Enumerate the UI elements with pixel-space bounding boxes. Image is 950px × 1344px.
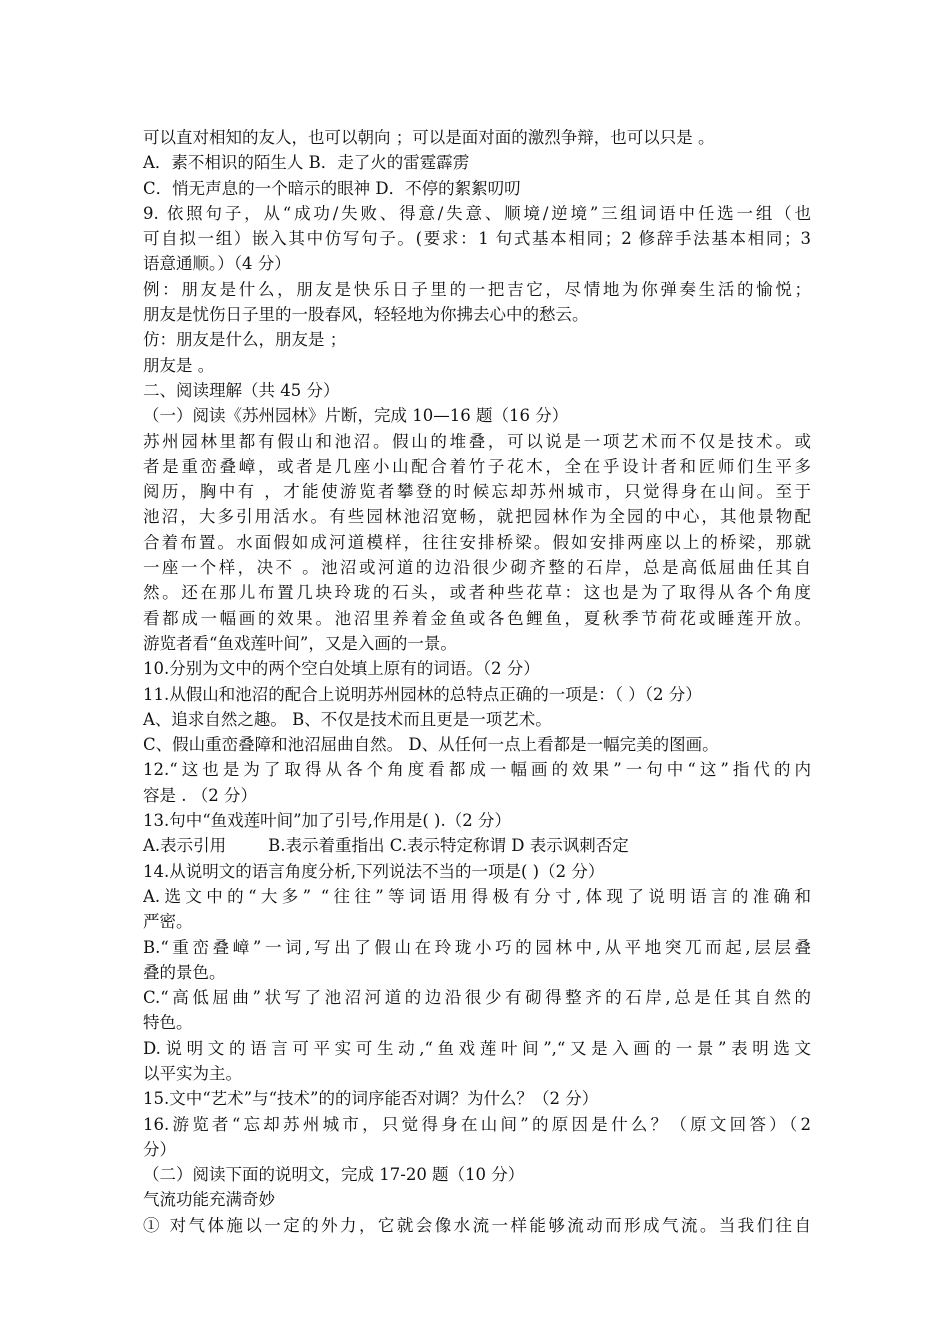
text-line: A、追求自然之趣。 B、不仅是技术而且更是一项艺术。 (143, 709, 552, 729)
text-line: 特色。 (143, 1013, 193, 1033)
text-line: 朋友是 。 (143, 355, 215, 375)
text-line: 以平实为主。 (143, 1063, 242, 1083)
text-line: 13.句中“鱼戏莲叶间”加了引号,作用是( ).（2 分） (143, 811, 511, 831)
text-line: 叠的景色。 (143, 962, 226, 982)
text-line: （二）阅读下面的说明文，完成 17-20 题（10 分） (143, 1165, 525, 1185)
text-line: A.表示引用 B.表示着重指出 C.表示特定称谓 D 表示讽刺否定 (143, 836, 629, 856)
text-line: 朋友是忧伤日子里的一股春风，轻轻地为你拂去心中的愁云。 (143, 305, 589, 325)
text-line: 气流功能充满奇妙 (143, 1190, 275, 1210)
text-line: 容是 . （2 分） (143, 785, 257, 805)
text-line: 仿：朋友是什么，朋友是 ； (143, 330, 347, 350)
text-line: 分） (143, 1139, 176, 1159)
text-line: ① 对气体施以一定的外力，它就会像水流一样能够流动而形成气流。当我们往自 (143, 1215, 811, 1235)
text-line: 严密。 (143, 912, 193, 932)
text-line: 语意通顺。）（4 分） (143, 254, 291, 274)
text-line: 游览者看“鱼戏莲叶间”，又是入画的一景。 (143, 633, 457, 653)
text-line: D.说明文的语言可平实可生动,“鱼戏莲叶间”,“又是入画的一景”表明选文 (143, 1038, 811, 1058)
text-line: 合着布置。水面假如成河道模样，往往安排桥梁。假如安排两座以上的桥梁，那就 (143, 532, 811, 552)
text-line: 11.从假山和池沼的配合上说明苏州园林的总特点正确的一项是：（ ）（2 分） (143, 684, 702, 704)
text-line: A．素不相识的陌生人 B．走了火的雷霆霹雳 (143, 153, 470, 173)
text-line: 可以直对相知的友人，也可以朝向 ；可以是面对面的激烈争辩，也可以只是 。 (143, 128, 715, 147)
text-line: 苏州园林里都有假山和池沼。假山的堆叠，可以说是一项艺术而不仅是技术。或 (143, 431, 811, 451)
document-page (143, 125, 811, 1238)
text-line: 一座一个样，决不 。池沼或河道的边沿很少砌齐整的石岸，总是高低屈曲任其自 (143, 558, 811, 578)
text-line: 二、阅读理解（共 45 分） (143, 380, 340, 400)
text-line: 可自拟一组）嵌入其中仿写句子。(要求：1 句式基本相同；2 修辞手法基本相同；3 (143, 229, 811, 249)
text-line: 阅历，胸中有 ，才能使游览者攀登的时候忘却苏州城市，只觉得身在山间。至于 (143, 482, 811, 502)
text-line: 15.文中“艺术”与“技术”的的词序能否对调？为什么？（2 分） (143, 1089, 599, 1109)
text-line: B.“重峦叠嶂”一词,写出了假山在玲珑小巧的园林中,从平地突兀而起,层层叠 (143, 937, 811, 957)
text-line: 16.游览者“忘却苏州城市，只觉得身在山间”的原因是什么？（原文回答）（2 (143, 1114, 811, 1134)
text-line: 看都成一幅画的效果。池沼里养着金鱼或各色鲤鱼，夏秋季节荷花或睡莲开放。 (143, 608, 811, 628)
text-line: A.选文中的“大多” “往往”等词语用得极有分寸,体现了说明语言的准确和 (143, 886, 811, 906)
text-line: 9. 依照句子，从“成功/失败、得意/失意、顺境/逆境”三组词语中任选一组（也 (143, 203, 811, 223)
text-line: 12.“这也是为了取得从各个角度看都成一幅画的效果”一句中“这”指代的内 (143, 760, 811, 780)
text-line: C．悄无声息的一个暗示的眼神 D．不停的絮絮叨叨 (143, 178, 521, 198)
text-line: 例：朋友是什么，朋友是快乐日子里的一把吉它，尽情地为你弹奏生活的愉悦； (143, 279, 811, 299)
text-line: 者是重峦叠嶂，或者是几座小山配合着竹子花木，全在乎设计者和匠师们生平多 (143, 456, 811, 476)
text-line: 10.分别为文中的两个空白处填上原有的词语。（2 分） (143, 659, 540, 679)
text-line: （一）阅读《苏州园林》片断，完成 10—16 题（16 分） (143, 406, 569, 426)
text-line: C.“高低屈曲”状写了池沼河道的边沿很少有砌得整齐的石岸,总是任其自然的 (143, 988, 811, 1008)
text-line: 池沼，大多引用活水。有些园林池沼宽畅，就把园林作为全园的中心，其他景物配 (143, 507, 811, 527)
text-line: 14.从说明文的语言角度分析,下列说法不当的一项是( )（2 分） (143, 861, 605, 881)
text-line: 然。还在那儿布置几块玲珑的石头，或者种些花草：这也是为了取得从各个角度 (143, 583, 811, 603)
text-line: C、假山重峦叠障和池沼屈曲自然。 D、从任何一点上看都是一幅完美的图画。 (143, 735, 719, 755)
